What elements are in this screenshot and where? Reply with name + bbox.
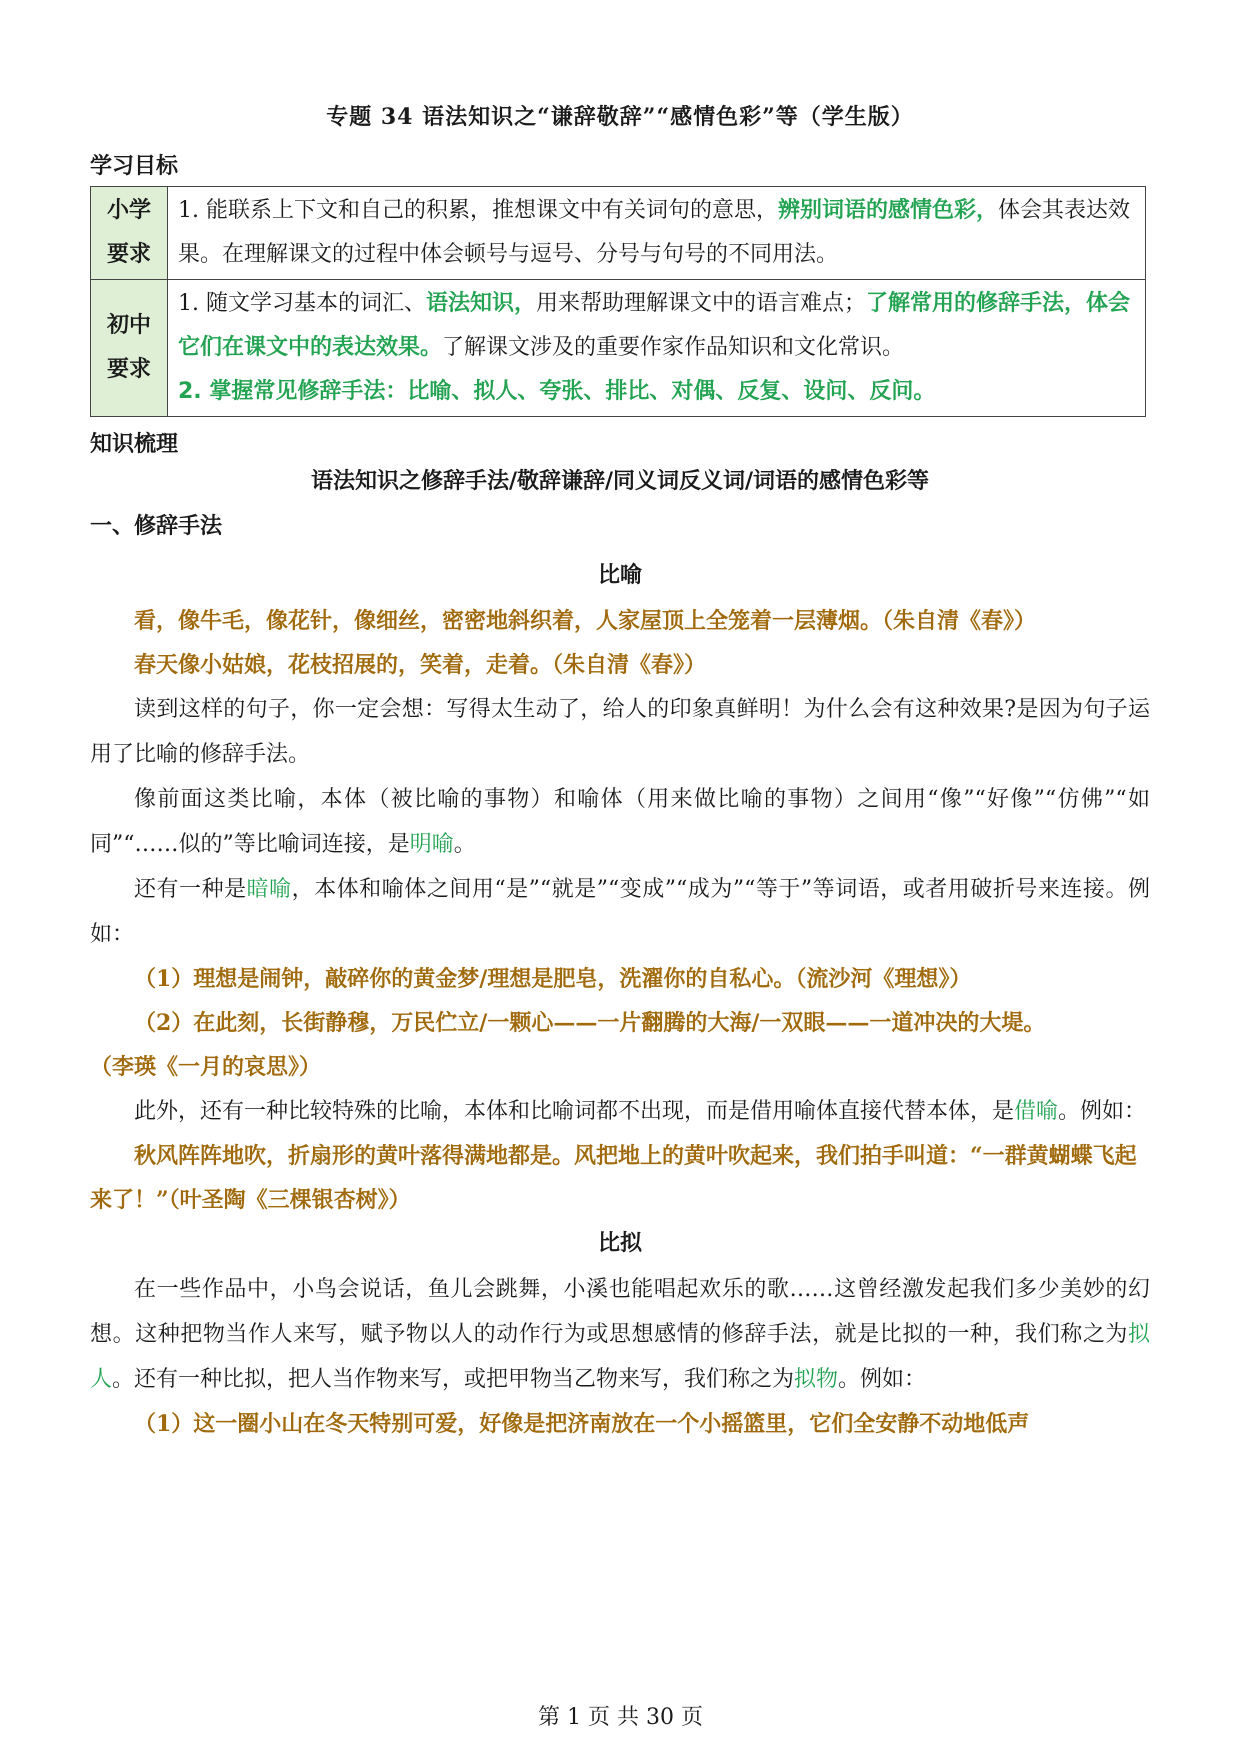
junior-label-2: 要求	[106, 357, 151, 382]
table-row	[91, 187, 1146, 280]
paragraph-2-end: 。	[453, 832, 476, 857]
primary-requirement	[168, 187, 1146, 280]
example-3: （1）理想是闹钟，敲碎你的黄金梦/理想是肥皂，洗濯你的自私心。（流沙河《理想》）	[134, 966, 972, 992]
example-2: 春天像小姑娘，花枝招展的，笑着，走着。（朱自清《春》）	[134, 652, 707, 678]
personify-example-1: （1）这一圈小山在冬天特别可爱，好像是把济南放在一个小摇篮里，它们全安静不动地低声	[134, 1411, 1030, 1437]
junior-text-e: 了解课文涉及的重要作家作品知识和文化常识。	[442, 335, 905, 360]
paragraph-3-text-c: ，本体和喻体之间用“是”“就是”“变成”“成为”“等于”等词语，或者用破折号来连接。例如：	[90, 877, 1150, 947]
page-footer: 第 1 页 共 30 页	[538, 1705, 703, 1730]
primary-highlight: 辨别词语的感情色彩，	[778, 198, 999, 223]
paragraph-4	[90, 1089, 1150, 1134]
junior-highlight-3: 2. 掌握常见修辞手法：比喻、拟人、夸张、排比、对偶、反复、设问、反问。	[178, 379, 936, 404]
table-row	[91, 280, 1146, 417]
page-title: 专题 34 语法知识之“谦辞敬辞”“感情色彩”等（学生版）	[326, 104, 914, 130]
paragraph-2-text: 像前面这类比喻，本体（被比喻的事物）和喻体（用来做比喻的事物）之间用“像”“好像”“仿佛”“如同”“……似的”等比喻词连接，是	[90, 787, 1150, 857]
junior-highlight-1: 语法知识，	[425, 291, 536, 316]
paragraph-2	[90, 777, 1150, 867]
junior-label	[91, 280, 168, 417]
junior-requirement	[168, 280, 1146, 417]
paragraph-1: 读到这样的句子，你一定会想：写得太生动了，给人的印象真鲜明！为什么会有这种效果?是因为句子运用了比喻的修辞手法。	[90, 697, 1150, 767]
paragraph-3-text-a: 还有一种是	[134, 877, 247, 902]
term-personification: 拟人	[90, 1322, 1150, 1392]
example-5: 秋风阵阵地吹，折扇形的黄叶落得满地都是。风把地上的黄叶吹起来，我们拍手叫道：“一群黄蝴蝶飞起来了！”（叶圣陶《三棵银杏树》）	[90, 1143, 1137, 1213]
primary-label-2: 要求	[106, 242, 151, 267]
personify-heading: 比拟	[597, 1231, 642, 1256]
primary-text-a: 1. 能联系上下文和自己的积累，推想课文中有关词句的意思，	[178, 198, 778, 223]
personify-paragraph	[90, 1267, 1150, 1402]
junior-text-c: 用来帮助理解课文中的语言难点；	[536, 291, 867, 316]
section-rhetoric: 一、修辞手法	[90, 514, 223, 539]
example-1: 看，像牛毛，像花针，像细丝，密密地斜织着，人家屋顶上全笼着一层薄烟。（朱自清《春》）	[134, 608, 1037, 634]
goals-table	[90, 186, 1146, 417]
paragraph-3	[90, 867, 1150, 957]
example-4: （2）在此刻，长街静穆，万民伫立/一颗心——一片翻腾的大海/一双眼——一道冲决的大堤。	[134, 1010, 1046, 1036]
personify-text-a: 在一些作品中，小鸟会说话，鱼儿会跳舞，小溪也能唱起欢乐的歌……这曾经激发起我们多少美妙的幻想。这种把物当作人来写，赋予物以人的动作行为或思想感情的修辞手法，就是比拟的一种，我们称之为	[90, 1277, 1150, 1347]
paragraph-4-text-c: 。例如：	[1058, 1099, 1147, 1124]
subtitle: 语法知识之修辞手法/敬辞谦辞/同义词反义词/词语的感情色彩等	[310, 469, 930, 494]
example-4-source: （李瑛《一月的哀思》）	[90, 1054, 322, 1080]
junior-text-a: 1. 随文学习基本的词汇、	[178, 291, 426, 316]
metaphor-heading: 比喻	[597, 563, 642, 588]
term-simile: 明喻	[409, 832, 454, 857]
personify-text-e: 。例如：	[838, 1367, 927, 1392]
goals-heading: 学习目标	[90, 154, 179, 179]
personify-text-c: 。还有一种比拟，把人当作物来写，或把甲物当乙物来写，我们称之为	[112, 1367, 795, 1392]
junior-label-1: 初中	[106, 313, 151, 338]
term-objectification: 拟物	[794, 1367, 839, 1392]
primary-label-1: 小学	[106, 198, 151, 223]
junior-highlight-2: 了解常用的修辞手法，体会它们在课文中的表达效果。	[178, 291, 1131, 360]
primary-label	[91, 187, 168, 280]
knowledge-heading: 知识梳理	[90, 432, 179, 457]
term-implicit-metaphor: 暗喻	[246, 877, 292, 902]
primary-text-c: 体会其表达效果。在理解课文的过程中体会顿号与逗号、分号与句号的不同用法。	[178, 198, 1131, 267]
term-metonymic-metaphor: 借喻	[1014, 1099, 1059, 1124]
paragraph-4-text-a: 此外，还有一种比较特殊的比喻，本体和比喻词都不出现，而是借用喻体直接代替本体，是	[134, 1099, 1015, 1124]
document-page	[90, 100, 1150, 1446]
